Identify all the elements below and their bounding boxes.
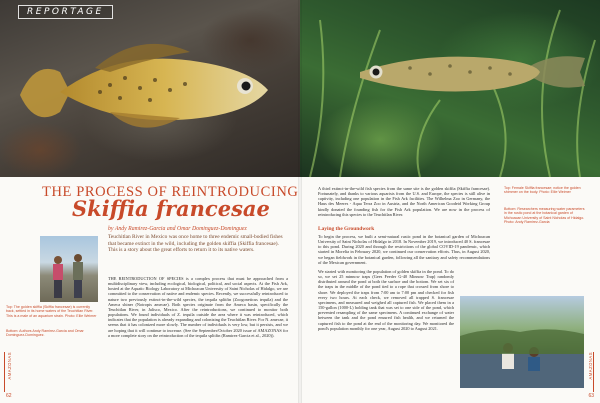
article-title-line1: THE PROCESS OF REINTRODUCING: [42, 184, 299, 200]
reportage-section-tag: REPORTAGE: [18, 5, 113, 19]
page-number-right: 63: [588, 393, 594, 399]
caption-bottom-right: Bottom: Researchers measuring water parameters in the rustic pond at the botanical garden of Michoacan University of Saint Nicholas of Hidalgo. Photo: Andy Ramirez-Garcia: [504, 207, 585, 225]
article-authors: by Andy Ramirez-Garcia and Omar Dominguez-Dominguez: [108, 226, 247, 232]
caption-bottom-left: Bottom: Authors Andy Ramirez-Garcia and Omar Dominguez-Dominguez.: [6, 329, 84, 338]
page-number-left: 62: [6, 393, 12, 399]
authors-photo: [40, 236, 98, 302]
female-golden-skiffia-photo: [300, 0, 600, 177]
female-fish-illustration: [300, 0, 600, 177]
body-column-2b: To begin the process, we built a semi-natural rustic pond in the botanical garden of Michoacan University of Saint Nicholas of Hidalgo in 2018. In November 2019, we introduced 40 S. francesae to this pond. During 2020 and through the restrictions of the global COVID-19 pandemic, which started in Morelia in February 2020, we continued our conservation efforts. Thus, in August 2020, we began fieldwork in the botanical garden, following all the sanitary and safety recommendations of the Mexican government.: [318, 234, 490, 265]
body-column-2c: We started with monitoring the population of golden skiffia in the pond. To do so, we set 25 minnow traps (Gees Feeder G-40 Minnow Trap) randomly distributed around the pond at both the surface and the bottom. We set six of the traps in the middle of the pond tied to a rope that crossed from shore to shore. We deployed the traps from 7:00 am to 7:00 pm and checked for fish every two hours. At each check, we removed all trapped S. francesae specimens, and measured and weighed all captured fish. We placed them in a 150-gallon (1000-L) holding tank that was set to one side of the pond, which prevented resampling of the same specimens. A continued exchange of water between the tank and the pond ensured fish health, and we returned the captured fish to the pond at the end of the monitoring day. We monitored the pond's population monthly for one year, August 2020 to August 2021.: [318, 269, 454, 331]
page-gutter: [298, 0, 302, 403]
body-column-1: THE REINTRODUCTION OF SPECIES is a complex process that must be approached from a multidisciplinary view, including ecological, biological, political, and social aspects. At the Fish Ark, hosted at the Aquatic Biology Laboratory at Michoacan University of Saint Nicholas of Hidalgo, we are committed to the conservation of native and endemic species. Recently, we successfully reintroduced to nature two previously extinct-in-the-wild species, the tequila splitfin (Zoogoneticus tequila) and the Ameca shiner (Notropis amecae). Both species originate from the Ameca basin, specifically the Teuchitlan River, in Jalisco, Mexico. After the reintroductions, we continued to monitor both populations. We found individuals of Z. tequila outside the area where it was reintroduced, which indicates that the population is already expanding and colonizing the Teuchitlan River. For N. amecae, it seems that it has colonized more slowly. The number of individuals is very low, but it persists, and we are hoping that it will continue to increase. (See the September/October 2020 issue of AMAZONAS for a more complete story on the reintroduction of the tequila splitfin (Ramirez-Garcia et al., 2020)).: [108, 276, 288, 338]
magazine-side-label-left: AMAZONAS: [7, 352, 12, 380]
article-title-species: Skiffia francesae: [72, 196, 270, 221]
caption-top-right: Top: Female Skiffia francesae; notice the golden shimmer on the body. Photo: Ellie Weimer: [504, 186, 581, 195]
magazine-side-label-right: AMAZONAS: [588, 352, 593, 380]
side-rule-right: [593, 352, 596, 392]
researchers-pond-photo: [460, 296, 584, 388]
male-fish-illustration: [0, 0, 300, 177]
caption-top-left: Top: The golden skiffia (Skiffia francesae) is currently back, settled in its home waters of the Teuchitlan River. This is a male of an aquarium strain. Photo: Ellie Weimer: [6, 305, 97, 318]
article-intro: Teuchitlan River in Mexico was once home to three endemic small-bodied fishes that became extinct in the wild, including the golden skiffia (Skiffia francesae). This is a story about the great efforts to return it to its native waters.: [108, 234, 283, 254]
authors-figures: [40, 236, 98, 302]
body-column-2a: A third extinct-in-the-wild fish species from the same site is the golden skiffia (Skiffia francesae). Fortunately, and thanks to various aquarists from the U.S. and Europe, the species is still alive in captivity, including one population in the Fish Ark facilities. The Wilhelma Zoo in Germany, the Haus des Meeres - Aqua Terra Zoo in Austria, and the North American Goodeid Working Group kindly donated the founding fish for the Fish Ark population. We are now in the process of reintroducing this species to the Teuchitlan River.: [318, 186, 490, 217]
section-heading-groundwork: Laying the Groundwork: [318, 226, 375, 232]
pond-scene: [460, 296, 584, 388]
male-golden-skiffia-photo: [0, 0, 300, 177]
